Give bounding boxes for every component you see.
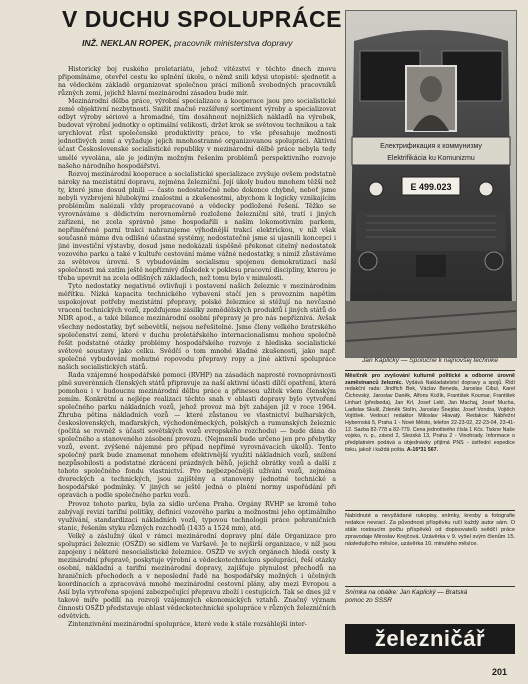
masthead-logo: železničář	[345, 624, 515, 654]
imprint	[345, 373, 515, 453]
paragraph: Rada vzájemné hospodářské pomoci (RVHP) na zásadách naprosté rovnoprávnosti plně suverénních členských států připravuje za naší aktivní účasti dílčí opatření, která pomohou i v budoucnu mezinárodní dělbu práce a přinesou užitek všem členským zemím. Konkrétní a nejlépe realizaci těchto snah v oblasti dopravy bylo vytvoření společného parku nákladních vozů, jehož provoz má být zahájen již v roce 1964. Zhruba pětina nákladních vozů — které zůstanou ve vlastnictví bulharských, československých, maďarských, východoněmeckých, polských a rumunských železnic (počítá se rovněž s účastí sovětských vozů evropského rozchodu) — bude dána do společného a stanoveného zásobení provozu. (Nejmenší bude určeno jen pro přebytky vozů, event. zvýšené nájemné pro případ nepřímé vyrovnávacích úkolů). Tento společný park bude znamenat mnohem efektivnější využití nákladních vozů, snížení nezpůsobilosti a podstatné zkrácení prázdných běhů, jejichž obrátky vozů a další z tohoto společného fondu vlastnictví. Pro nejbezpečnější užívání vozů, zejména dvoreckých a technických, jsou zajištěny a stanoveny jednotné technické a hospodářské podmínky. V jiných se ještě jedná o plnění normy uspořádání při opravách a podle společného parku vozů.	[58, 371, 336, 500]
author-role: pracovník ministerstva dopravy	[174, 38, 293, 48]
paragraph: Zintenzivnění mezinárodní spolupráce, které vede k stále rozsáhlejší inter-	[68, 621, 307, 629]
article-title: V DUCHU SPOLUPRÁCE	[62, 6, 342, 32]
paragraph: Tyto nedostatky negativně ovlivňují i postavení našich železnic v mezinárodním měřítku. Nízká kapacita technického vybavení stačí jen s provozním napětím uspokojovat potřeby mezistátní přepravy, polské železnice si stěžují na nevčasné vracení technických vozů, zpožďujeme zásilky zemědělských produktů i jiných států do NDR apod., a také bilance mezinárodní osobní přepravy je pro nás nepříznivá. Avšak všechny nedostatky, byť sebevětší, nejsou neřešitelné. Jsme členy velkého bratrského společenství zemí, které v duchu proletářského internacionalismu mohou společně řešit podstatné otázky problémy hospodářského rozvoje z hlediska socialistické světové soustavy jako celku. Svědčí o tom mnohé kladné zkušenosti, jako např. společné vybudování mohutné ropovodu přepravy ropy a jiné aktivní spolupráce našich socialistických států.	[58, 283, 336, 371]
locomotive-number: E 499.023	[410, 182, 452, 192]
banner-text-1: Електрификация к коммунизму	[380, 143, 482, 150]
page-number: 201	[492, 667, 508, 677]
cover-note-line-1: Snímka na obálke: Jan Kaplický — Bratská	[345, 589, 468, 596]
imprint-lead: Měsíčník pro zvyšování kulturně politické a odborné úrovně zaměstnanců železnic.	[345, 373, 515, 386]
article-byline	[82, 38, 293, 48]
divider	[345, 370, 515, 371]
photo-caption: Jan Kaplický — Spolučne k najnovšej technike	[362, 357, 498, 364]
locomotive-photo-image	[346, 11, 516, 357]
paragraph: Rozvoj mezinárodní kooperace a socialistické specializace zvyšuje ovšem podstatně nároky na mezistátní dopravu, zejména železniční. Její úkoly budou mnohem těžší než ty, které jsme dosud plnili — často nedostatečně nebo dokonce chybně, neboť jsme nebyli vyzbrojeni hlubokými znalostmi a zkušenostmi, abychom k logicky vznikajícím problémům nalézali vždy propracované a vědecky podložené řešení. Těžko se vyrovnáváme s dědictvím nerovnoměrně rozložené železniční sítě, tratí i jiných zařízení, ne zcela správně jsme hospodařili s naším lokomotivním parkem, nepřiměřené parní trakci nahrazujeme výhodnější trakcí elektrickou, v níž však současně máme dva odlišné účastné systémy, nedostatečně jsme si ujasnili koncepci i jiné investiční výstavby, dosud jsme nedokázali úspěšně překonat citelný nedostatek vozového parku a také v kultuře cestování máme vážné nedostatky, s nimiž zůstáváme za světovou úrovní. S vybudováním socialismu spojenou demokratizací naší společnosti má zatím ještě nepříznivý důsledek v poklesu pracovní discipliny, kterou je třeba upevnit na zcela odlišných základech, než tomu bylo v minulosti.	[58, 170, 336, 283]
editorial-note: Nabídnuté a nevyžádané rukopisy, snímky, kresby a fotografie redakce nevrací. Za původnost příspěvku ručí každý autor sám. O stále rostoucím počtu příspěvků od dopisovatelů svědčí práce zpravodaje Miroslav Krejčová. Uzávěrka v 9. vyšel svým členům 15. následujícího měsíce, uzávěrka 10. minulého měsíce.	[345, 513, 515, 547]
divider	[345, 510, 515, 511]
divider	[345, 586, 515, 587]
locomotive-photo	[345, 10, 517, 358]
imprint-code: A-16*31 567.	[406, 446, 439, 453]
banner-text-2: Elektrifikácia ku Komunizmu	[387, 155, 475, 162]
paragraph: Mezinárodní dělba práce, výrobní specializace a kooperace jsou pro socialistické země objektivní nezbytností. Snižit značně rozšířený sortiment výroby a specializovat odbyt výroby sériové a hromadné, tím dosáhnout nejnižších nákladů na výrobek, budovat výrobní jednotky o optimální velikosti, držet krok se světovou technikou a tak urychlovat růst společenské produktivity práce, to vše přesahuje možnosti jednotlivých zemí a vyžaduje jejich mnohostranné organizovanou spolupráci. Aktivní účast Československé socialistické republiky v mezinárodní dělbě práce nebyla tedy umělé vyvolána, ale je jediným možným řešením problémů perspektivního rozvoje našeho národního hospodářství.	[58, 98, 336, 170]
cover-note	[345, 589, 515, 605]
cover-note-line-2: pomoc zo SSSR	[345, 597, 392, 604]
paragraph: Provoz tohoto parku, byla za sídlo určena Praha. Orgány RVHP se kromě toho zabývají revizí tarifní politiky, definicí vozového parku a možnostmi jeho optimálního využívání, standardizací nákladních vozů, typovou technologii práce pohraničních stanic, řešením styku různých rozchodů (1435 a 1524 mm), atd.	[58, 500, 336, 532]
imprint-publisher: Vydává Nakladatelství dopravy a spojů. Řídí redakční rada: Jindřich Bek, Václav Beneda, Jaroslav Cibul, Karel Čichovský, Jaroslav Daněk, Alfons Kožík, František Koumar, František Linhart (předseda), Jan Krl, Josef Lebl, Jan Machaj, Josef Mucha, Ladislav Skulil, Zdeněk Stolín, Jaroslav Šnejdar, Josef Vondra, Vojtěch Vojtíšek. Vedoucí redaktor Miloslav Hlavatý. Redakce: Nábřežní Hybernská 5, Praha 1 - Nové Město, telefon 22-23-02, 22-23-04, 23-41-12. Sazba 82-778 a 82-779. Cena jednotlivého čísla 1 Kčs. Tiskne Naše vojsko, n. p., závod 2, Slezská 13, Praha 2 - Vinohrady. Informace o předplatném podává a objednávky přijímá PNS - ústřední expedice tisku, jakož i každá pošta.	[345, 379, 515, 453]
paragraph: Velký a záslužný úkol v rámci mezinárodní dopravy plní dále Organizace pro spolupráci železnic (OSŽD) se sídlem ve Varšavě. Je to nejširší organizace, v níž jsou zapojeny i některé nesocialistické železnice. OSŽD ve svých orgánech hledá cesty k mezinárodní přepravě, poskytuje výrobní a vědeckotechnickou spolupráci, řeší otázky osobní, nákladní a tarifní mezinárodní dopravy, zajišťuje plynulost přechodů na hraničních přechodech a v neposlední řadě na hospodářsky možných i účelných koordinacích a zpracovává mnohé mezinárodní cestovní plány, aby mezi Evropou a Asií byla vytvořena spojení zabezpečující přepravu zboží i cestujících. Tak se dnes již v takové míře podílí na rozvoji vzájemných ekonomických vztahů. Značný význam činnosti OSŽD představuje oblast vědeckotechnické spolupráce v různých železničních odvětvích.	[58, 532, 336, 621]
paragraph: Historický boj ruského proletariátu, jehož vítězství v těchto dnech znovu připomínáme, otevřel cestu ke splnění úkolu, o němž snili kdysi utopisté: sjednotit a na vědeckém základě organizovat společnou práci milionů svobodných pracovníků různých zemí, jejichž hlavní mezinárodní zásadou bude mír.	[58, 66, 336, 98]
author-name: INŽ. NEKLAN ROPEK,	[82, 38, 172, 48]
article-body	[58, 66, 336, 678]
